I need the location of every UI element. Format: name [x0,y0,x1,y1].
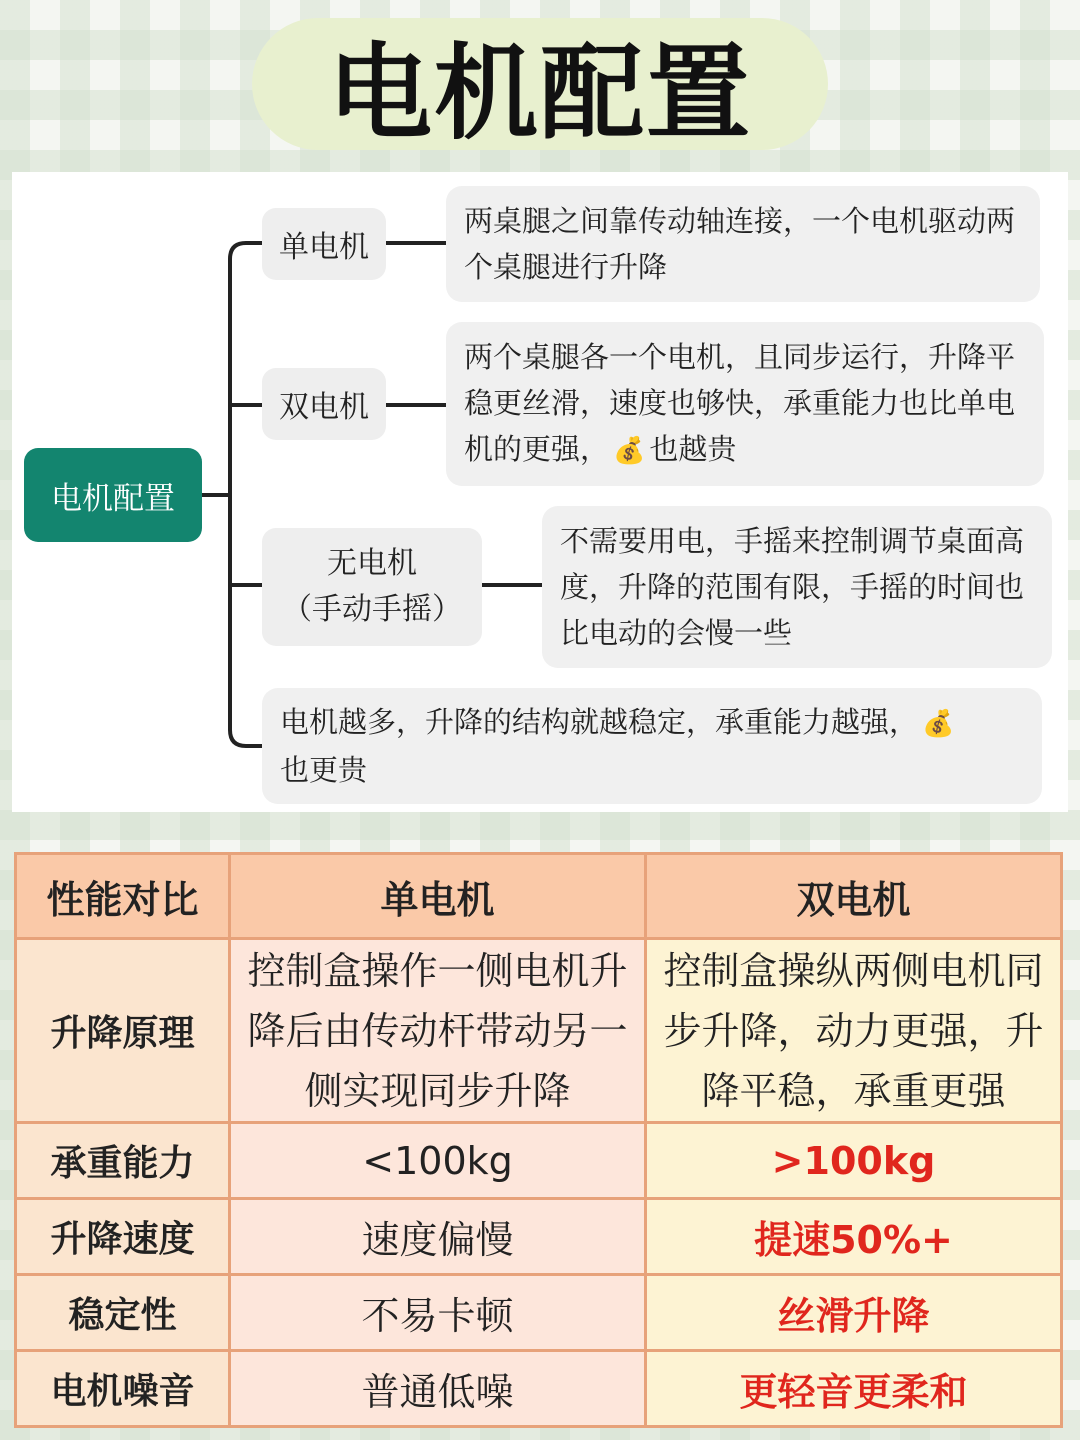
note-part-b: 也更贵 [280,753,368,787]
double-motor-cell: 丝滑升降 [646,1275,1062,1351]
note-text [280,699,958,793]
root-label: 电机配置 [51,480,175,517]
desc-part-b: 也越贵 [649,432,737,466]
node-single-motor [262,208,386,280]
double-motor-cell: >100kg [646,1123,1062,1199]
table-header-row [16,854,1062,939]
money-bag-icon: 💰 [922,709,955,739]
mindmap-root-node [24,448,202,542]
node-label-line2: （手动手摇） [282,592,462,627]
table-row [16,1351,1062,1427]
header-cell: 单电机 [230,854,646,939]
double-motor-cell: 提速50%+ [646,1199,1062,1275]
desc-text: 两桌腿之间靠传动轴连接，一个电机驱动两个桌腿进行升降 [464,204,1016,284]
desc-text [464,334,1026,474]
header-cell: 性能对比 [16,854,230,939]
table-row [16,1275,1062,1351]
comparison-table [14,852,1063,1428]
row-label: 电机噪音 [16,1351,230,1427]
single-motor-cell: <100kg [230,1123,646,1199]
table-row [16,1199,1062,1275]
node-label: 单电机 [279,230,369,265]
row-label: 升降速度 [16,1199,230,1275]
note-part-a: 电机越多，升降的结构就越稳定，承重能力越强， [280,705,919,739]
double-motor-cell: 更轻音更柔和 [646,1351,1062,1427]
desc-single-motor [446,186,1040,302]
money-bag-icon: 💰 [613,436,646,466]
table-row [16,939,1062,1123]
desc-double-motor [446,322,1044,486]
single-motor-cell: 速度偏慢 [230,1199,646,1275]
header-cell: 双电机 [646,854,1062,939]
node-label-line1: 无电机 [327,546,417,581]
node-no-motor [262,528,482,646]
row-label: 承重能力 [16,1123,230,1199]
mindmap-summary-note [262,688,1042,804]
double-motor-cell: 控制盒操纵两侧电机同步升降，动力更强，升降平稳，承重更强 [646,939,1062,1123]
desc-no-motor [542,506,1052,668]
node-label: 双电机 [279,390,369,425]
node-double-motor [262,368,386,440]
single-motor-cell: 不易卡顿 [230,1275,646,1351]
desc-text: 不需要用电，手摇来控制调节桌面高度，升降的范围有限，手摇的时间也比电动的会慢一些 [560,524,1025,650]
row-label: 稳定性 [16,1275,230,1351]
desc-part-a: 两个桌腿各一个电机，且同步运行，升降平稳更丝滑，速度也够快，承重能力也比单电机的更强， [464,340,1016,466]
table-row [16,1123,1062,1199]
single-motor-cell: 普通低噪 [230,1351,646,1427]
row-label: 升降原理 [16,939,230,1123]
single-motor-cell: 控制盒操作一侧电机升降后由传动杆带动另一侧实现同步升降 [230,939,646,1123]
page-title: 电机配置 [327,32,752,154]
